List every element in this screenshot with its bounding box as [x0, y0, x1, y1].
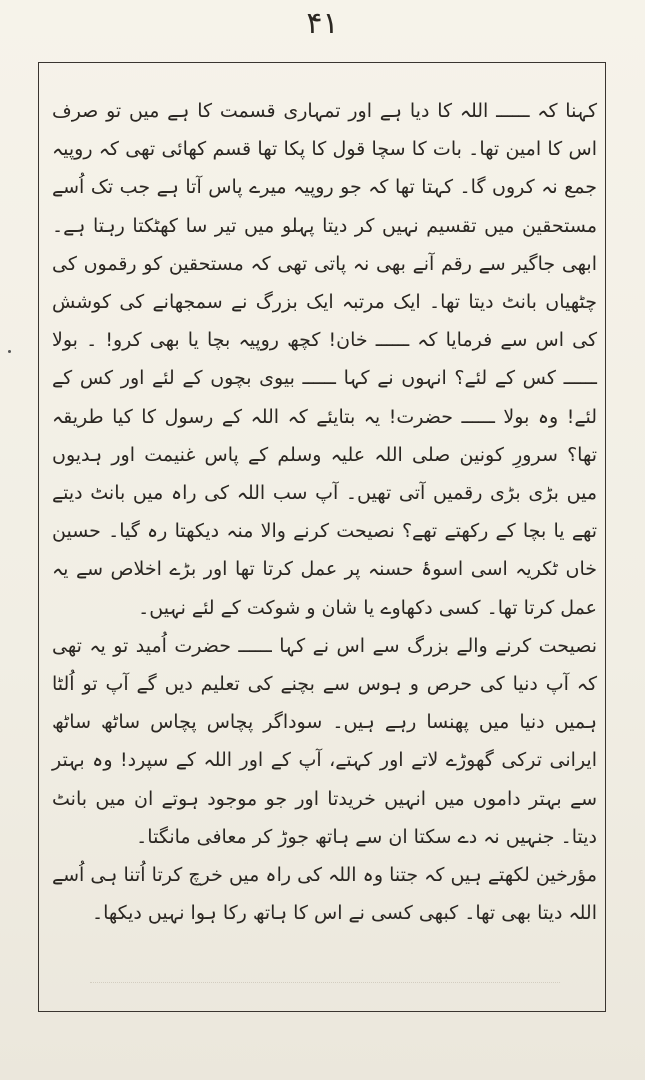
- paragraph-1: کہنا کہ ــــــ اللہ کا دیا ہے اور تمہاری قسمت کا ہے میں تو صرف اس کا امین تھا۔ بات کا سچا قول کا پکا تھا قسم کھائی تھی کہ روپیہ جمع نہ کروں گا۔ کہتا تھا کہ جو روپیہ میرے پاس آتا ہے جب تک اُسے مستحقین میں تقسیم نہیں کر دیتا پہلو میں تیر سا کھٹکتا رہتا ہے۔ ابھی جاگیر سے رقم آنے بھی نہ پاتی تھی کہ مستحقین کو رقموں کی چٹھیاں بانٹ دیتا تھا۔ ایک مرتبہ ایک بزرگ نے سمجھانے کی کوشش کی اس سے فرمایا کہ ــــــ خان! کچھ روپیہ بچا یا بھی کرو! ۔ بولا ــــــ کس کے لئے؟ انہوں نے کہا ــــــ بیوی بچوں کے لئے اور کس کے لئے! وہ بولا ــــــ حضرت! یہ بتایئے کہ اللہ کے رسول کا کیا طریقہ تھا؟ سرورِ کونین صلی اللہ علیہ وسلم کے پاس غنیمت اور ہدیوں میں بڑی بڑی رقمیں آتی تھیں۔ آپ سب اللہ کی راہ میں بانٹ دیتے تھے یا بچا کے رکھتے تھے؟ نصیحت کرنے والا منہ دیکھتا رہ گیا۔ حسین خاں ٹکریہ اسی اسوۂ حسنہ پر عمل کرتا تھا اور بڑے اخلاص سے یہ عمل کرتا تھا۔ کسی دکھاوے یا شان و شوکت کے لئے نہیں۔: [52, 100, 597, 619]
- ink-speck: [8, 350, 11, 353]
- page-number: ۴۱: [306, 6, 339, 41]
- paragraph-2: نصیحت کرنے والے بزرگ سے اس نے کہا ــــــ حضرت اُمید تو یہ تھی کہ آپ دنیا کی حرص و ہوس سے بچنے کی تعلیم دیں گے آپ تو اُلٹا ہمیں دنیا میں پھنسا رہے ہیں۔ سوداگر پچاس پچاس ساٹھ ساٹھ ایرانی ترکی گھوڑے لاتے اور کہتے، آپ کے اور اللہ کے سپرد! وہ بہتر سے بہتر داموں میں انہیں خریدتا اور جو موجود ہوتے ان میں بانٹ دیتا۔ جنہیں نہ دے سکتا ان سے ہاتھ جوڑ کر معافی مانگتا۔: [52, 634, 597, 848]
- paragraph-3: مؤرخین لکھتے ہیں کہ جتنا وہ اللہ کی راہ میں خرچ کرتا اُتنا ہی اُسے اللہ دیتا بھی تھا۔ کبھی کسی نے اس کا ہاتھ رکا ہوا نہیں دیکھا۔: [52, 864, 597, 925]
- urdu-text-body: [52, 92, 597, 932]
- faint-bleed-through: [90, 982, 560, 1005]
